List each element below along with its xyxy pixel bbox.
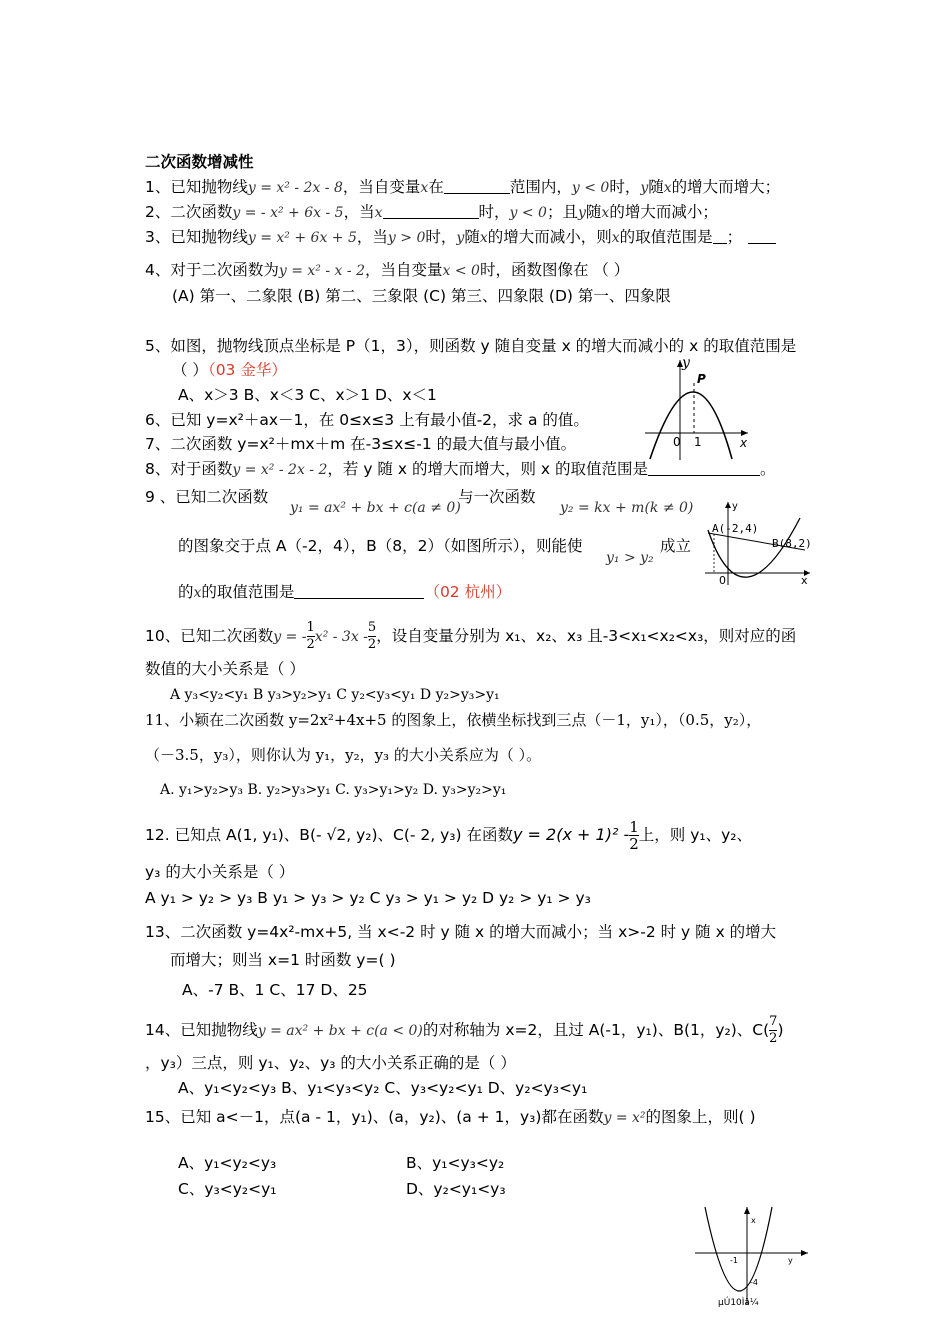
- question-4: 4、对于二次函数为y = x² - x - 2，当自变量x < 0时，函数图像在 （ ）: [145, 261, 630, 279]
- question-5-line2: （ ）（03 金华）: [172, 361, 287, 379]
- question-15-option-c: C、y₃<y₂<y₁: [178, 1180, 277, 1198]
- q9-formula-2: y₂ = kx + m(k ≠ 0): [560, 500, 694, 516]
- answer-blank[interactable]: [648, 459, 760, 476]
- question-11: 11、小颖在二次函数 y=2x²+4x+5 的图象上，依横坐标找到三点（－1，y₁），（0.5，y₂），: [145, 711, 762, 729]
- question-12-line2: y₃ 的大小关系是（ ）: [145, 863, 295, 881]
- fig-label-one: 1: [694, 435, 702, 449]
- fig-caption: µÚ10Ìâ¼: [718, 1298, 759, 1308]
- q9-text-b: 与一次函数: [458, 488, 536, 506]
- fig-label-y: y: [788, 1256, 793, 1265]
- page-title: 二次函数增减性: [145, 153, 254, 171]
- question-1: 1、已知抛物线y = x² - 2x - 8，当自变量x在 范围内，y < 0时，y随x的增大而增大；: [145, 178, 781, 196]
- question-14: 14、已知抛物线y = ax² + bx + c(a < 0)的对称轴为 x=2，且过 A(-1，y₁)、B(1，y₂)、C( $\frac{7}{2}$ ): [145, 1014, 784, 1046]
- question-12: 12. 已知点 A(1, y₁)、B(- √2, y₂)、C(- 2, y₃) 在函数y = 2(x + 1)² - $\frac{1}{2}$ 上，则 y₁、y₂、: [145, 818, 752, 853]
- answer-blank[interactable]: [713, 227, 727, 244]
- question-10-options: A y₃<y₂<y₁ B y₃>y₂>y₁ C y₂<y₃<y₁ D y₂>y₃>y₁: [170, 687, 500, 703]
- answer-blank[interactable]: [748, 227, 776, 244]
- fig-label-x: x: [801, 574, 808, 587]
- answer-blank[interactable]: [294, 582, 424, 599]
- question-13-line2: 而增大；则当 x=1 时函数 y=( ): [170, 951, 396, 969]
- question-15-option-a: A、y₁<y₂<y₃: [178, 1154, 277, 1172]
- question-9: 9 、已知二次函数: [145, 488, 269, 506]
- fig-label-y: y: [682, 355, 690, 371]
- q9-line3: 的x的取值范围是 （02 杭州）: [178, 583, 512, 601]
- fig-label-minus-4: -4: [750, 1278, 758, 1287]
- fig-point-a: A(-2,4): [712, 522, 759, 535]
- q9-formula-3: y₁ > y₂: [606, 550, 654, 566]
- q9-line2: 的图象交于点 A（-2，4），B（8，2）（如图所示），则能使: [178, 537, 583, 555]
- fig-label-origin: 0: [673, 435, 681, 449]
- q9-formula-1: y₁ = ax² + bx + c(a ≠ 0): [290, 500, 461, 516]
- question-10: 10、已知二次函数y = - $\frac{1}{2}$ x² - 3x - $\frac{5}{2}$ ，设自变量分别为 x₁、x₂、x₃ 且-3<x₁<x₂<x₃，则对应的函: [145, 620, 797, 652]
- question-4-options: (A) 第一、二象限 (B) 第二、三象限 (C) 第三、四象限 (D) 第一、四象限: [172, 287, 671, 305]
- question-13: 13、二次函数 y=4x²-mx+5, 当 x<-2 时 y 随 x 的增大而减小；当 x>-2 时 y 随 x 的增大: [145, 923, 777, 941]
- question-11-line2: （－3.5，y₃），则你认为 y₁，y₂，y₃ 的大小关系应为（ ）。: [145, 746, 542, 764]
- fig-label-x: x: [740, 436, 748, 450]
- parabola-figure-q5: [640, 355, 760, 465]
- fig-point-b: B(8,2): [772, 537, 812, 550]
- fig-label-y: y: [732, 501, 738, 512]
- question-2: 2、二次函数y = - x² + 6x - 5，当x 时，y < 0；且y随x的增大而减小；: [145, 203, 718, 221]
- q9-text-d: 成立: [660, 537, 692, 555]
- question-12-options: A y₁ > y₂ > y₃ B y₁ > y₃ > y₂ C y₃ > y₁ > y₂ D y₂ > y₁ > y₃: [145, 889, 591, 907]
- question-14-options: A、y₁<y₂<y₃ B、y₁<y₃<y₂ C、y₃<y₂<y₁ D、y₂<y₃<y₁: [178, 1079, 588, 1097]
- answer-blank[interactable]: [444, 177, 510, 194]
- question-11-options: A. y₁>y₂>y₃ B. y₂>y₃>y₁ C. y₃>y₁>y₂ D. y₃>y₂>y₁: [160, 782, 507, 798]
- fig-label-p: P: [697, 372, 706, 386]
- question-15: 15、已知 a<－1，点(a - 1，y₁)、(a，y₂)、(a + 1，y₃)都在函数y = x²的图象上，则( ): [145, 1108, 756, 1126]
- question-13-options: A、-7 B、1 C、17 D、25: [182, 981, 368, 999]
- question-3: 3、已知抛物线y = x² + 6x + 5，当y > 0时，y随x的增大而减小，则x的取值范围是 ；: [145, 227, 776, 248]
- parabola-figure-bottom: [690, 1205, 815, 1310]
- question-8: 8、对于函数y = x² - 2x - 2，若 y 随 x 的增大而增大，则 x 的取值范围是 。: [145, 460, 776, 478]
- fig-label-x: x: [751, 1216, 756, 1225]
- fig-label-minus-1: -1: [730, 1256, 738, 1265]
- question-15-option-b: B、y₁<y₃<y₂: [406, 1154, 505, 1172]
- question-7: 7、二次函数 y=x²＋mx＋m 在-3≤x≤-1 的最大值与最小值。: [145, 435, 577, 453]
- question-5: 5、如图，抛物线顶点坐标是 P（1，3），则函数 y 随自变量 x 的增大而减小的 x 的取值范围是: [145, 337, 797, 355]
- question-6: 6、已知 y=x²＋ax－1，在 0≤x≤3 上有最小值-2，求 a 的值。: [145, 411, 589, 429]
- intersection-figure-q9: [700, 500, 815, 590]
- question-14-line2: ，y₃）三点，则 y₁、y₂、y₃ 的大小关系正确的是（ ）: [145, 1054, 516, 1072]
- question-15-option-d: D、y₂<y₁<y₃: [406, 1180, 506, 1198]
- question-5-options: A、x＞3 B、x＜3 C、x＞1 D、x＜1: [178, 386, 437, 404]
- fig-label-origin: 0: [719, 574, 726, 587]
- question-10-line2: 数值的大小关系是（ ）: [145, 660, 305, 678]
- answer-blank[interactable]: [383, 202, 479, 219]
